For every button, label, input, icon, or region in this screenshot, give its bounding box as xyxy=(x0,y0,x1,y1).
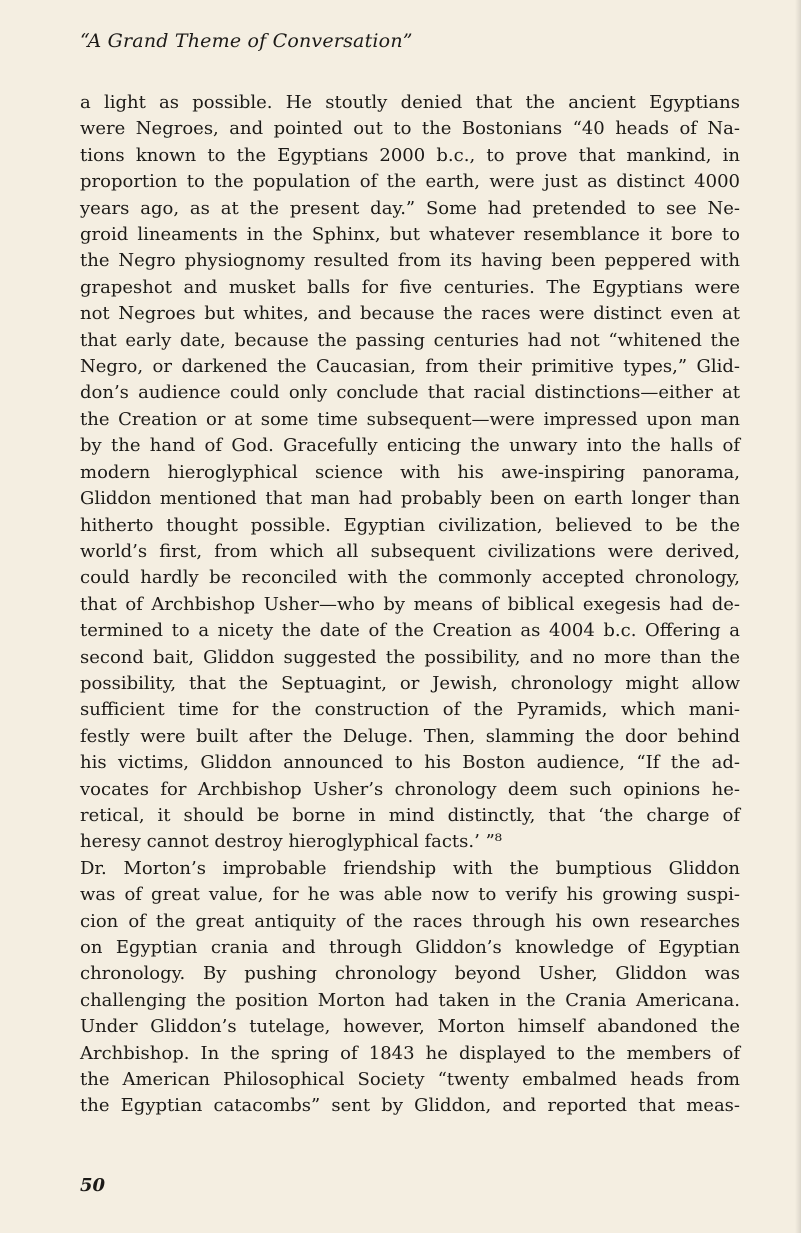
text-line: challenging the position Morton had taken in the Crania Americana. xyxy=(80,989,740,1011)
page-edge-shadow xyxy=(795,0,801,1233)
text-line: groid lineaments in the Sphinx, but whatever resemblance it bore to xyxy=(80,224,740,246)
text-line: years ago, as at the present day.” Some had pretended to see Ne- xyxy=(80,197,740,219)
page-number: 50 xyxy=(80,1175,106,1196)
text-line: that early date, because the passing centuries had not “whitened the xyxy=(80,329,740,351)
text-line: grapeshot and musket balls for five centuries. The Egyptians were xyxy=(80,276,740,298)
text-line: retical, it should be borne in mind distinctly, that ‘the charge of xyxy=(80,804,740,826)
text-line: proportion to the population of the earth, were just as distinct 4000 xyxy=(80,171,740,193)
text-line: by the hand of God. Gracefully enticing the unwary into the halls of xyxy=(80,435,740,457)
text-line: a light as possible. He stoutly denied that the ancient Egyptians xyxy=(80,92,740,113)
text-line: festly were built after the Deluge. Then, slamming the door behind xyxy=(80,725,740,747)
text-line: the Negro physiognomy resulted from its having been peppered with xyxy=(80,250,740,272)
text-line: Archbishop. In the spring of 1843 he displayed to the members of xyxy=(80,1042,740,1064)
text-line: Gliddon mentioned that man had probably been on earth longer than xyxy=(80,488,740,510)
text-line: cion of the great antiquity of the races through his own researches xyxy=(80,910,740,932)
text-line: hitherto thought possible. Egyptian civilization, believed to be the xyxy=(80,514,740,536)
text-line-paragraph-start: Dr. Morton’s improbable friendship with the bumptious Gliddon xyxy=(80,857,740,879)
running-head: “A Grand Theme of Conversation” xyxy=(80,30,413,52)
text-line: chronology. By pushing chronology beyond Usher, Gliddon was xyxy=(80,963,740,985)
text-line: sufficient time for the construction of the Pyramids, which mani- xyxy=(80,699,740,721)
text-line: tions known to the Egyptians 2000 b.c., to prove that mankind, in xyxy=(80,144,740,166)
text-line: that of Archbishop Usher—who by means of biblical exegesis had de- xyxy=(80,593,740,615)
text-line: termined to a nicety the date of the Creation as 4004 b.c. Offering a xyxy=(80,620,740,642)
text-line: were Negroes, and pointed out to the Bostonians “40 heads of Na- xyxy=(80,118,740,140)
text-line: second bait, Gliddon suggested the possibility, and no more than the xyxy=(80,646,740,668)
text-line: Negro, or darkened the Caucasian, from their primitive types,” Glid- xyxy=(80,356,740,378)
text-line: possibility, that the Septuagint, or Jewish, chronology might allow xyxy=(80,672,740,694)
text-line: his victims, Gliddon announced to his Boston audience, “If the ad- xyxy=(80,752,740,774)
text-line-paragraph-end: heresy cannot destroy hieroglyphical facts.’ ”⁸ xyxy=(80,831,502,853)
body-text xyxy=(80,90,740,1120)
text-line: on Egyptian crania and through Gliddon’s knowledge of Egyptian xyxy=(80,937,740,958)
text-line: the Creation or at some time subsequent—were impressed upon man xyxy=(80,408,740,430)
text-line: was of great value, for he was able now to verify his growing suspi- xyxy=(80,884,740,906)
text-line: vocates for Archbishop Usher’s chronology deem such opinions he- xyxy=(80,778,740,800)
text-line: Under Gliddon’s tutelage, however, Morton himself abandoned the xyxy=(80,1016,740,1038)
text-line: modern hieroglyphical science with his awe-inspiring panorama, xyxy=(80,461,740,483)
text-line: the American Philosophical Society “twenty embalmed heads from xyxy=(80,1069,740,1091)
text-line: not Negroes but whites, and because the races were distinct even at xyxy=(80,303,740,325)
text-line: world’s first, from which all subsequent civilizations were derived, xyxy=(80,540,740,562)
text-line: could hardly be reconciled with the commonly accepted chronology, xyxy=(80,567,740,589)
text-line: don’s audience could only conclude that racial distinctions—either at xyxy=(80,382,740,404)
text-line: the Egyptian catacombs” sent by Gliddon, and reported that meas- xyxy=(80,1095,740,1117)
